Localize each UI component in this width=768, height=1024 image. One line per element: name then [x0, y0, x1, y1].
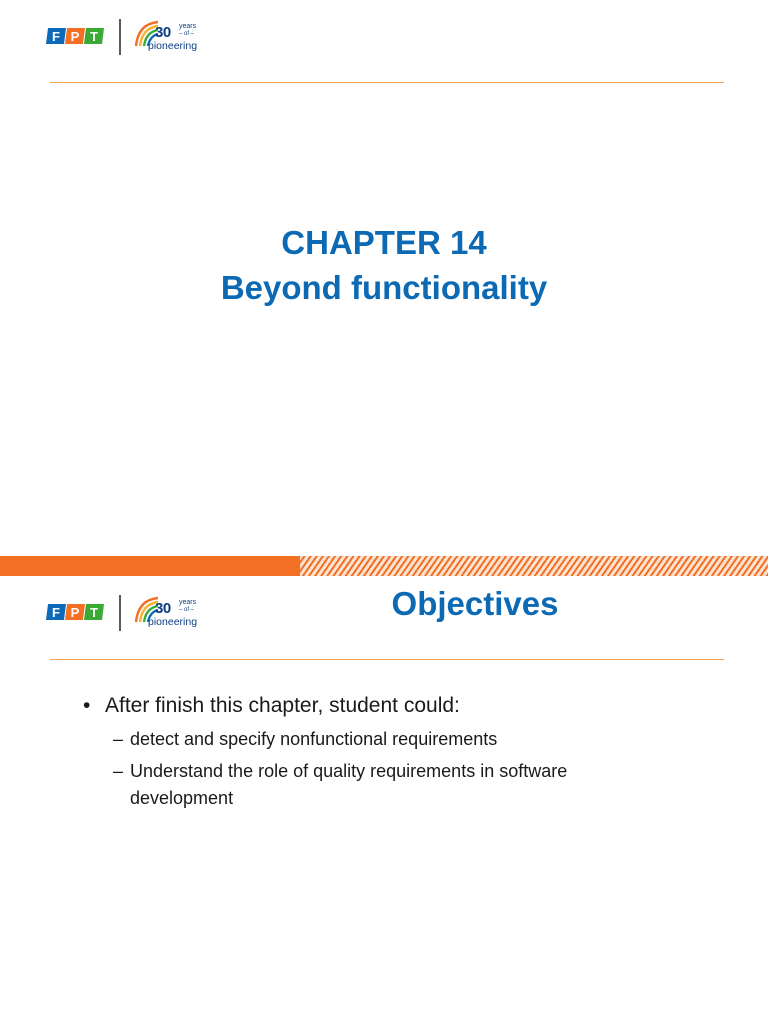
- logo-divider: [119, 595, 121, 631]
- anniversary-of: – of –: [179, 607, 195, 613]
- svg-text:F: F: [52, 605, 60, 620]
- anniversary-word: pioneering: [148, 40, 198, 52]
- header-logo: [46, 16, 206, 58]
- bullet-text: After finish this chapter, student could:: [105, 694, 460, 717]
- fpt-logo-icon: [46, 26, 106, 46]
- chapter-number: CHAPTER 14: [281, 224, 487, 261]
- anniversary-logo: [132, 16, 206, 58]
- svg-text:P: P: [70, 29, 80, 44]
- anniversary-years: years: [179, 23, 197, 30]
- dash-marker: –: [113, 729, 124, 749]
- header-rule: [50, 82, 724, 83]
- bullet-item: [83, 692, 460, 720]
- header-rule: [50, 659, 724, 660]
- logo-divider: [119, 19, 121, 55]
- chapter-title: [0, 220, 768, 310]
- svg-text:T: T: [90, 29, 98, 44]
- svg-text:F: F: [52, 29, 60, 44]
- sub-bullet-item: [113, 758, 673, 812]
- slide-divider-band: [0, 556, 768, 576]
- svg-text:T: T: [90, 605, 98, 620]
- fpt-logo-icon: [46, 602, 106, 622]
- dash-marker: –: [113, 761, 124, 781]
- objectives-title: Objectives: [391, 585, 559, 622]
- chapter-name: Beyond functionality: [220, 269, 548, 306]
- anniversary-number: 30: [155, 600, 171, 617]
- sub-bullet-text: Understand the role of quality requirements in software development: [130, 761, 568, 808]
- anniversary-word: pioneering: [148, 616, 198, 628]
- bullet-marker: •: [83, 694, 91, 717]
- band-solid: [0, 556, 308, 576]
- svg-text:P: P: [70, 605, 80, 620]
- sub-bullet-item: [113, 726, 673, 753]
- anniversary-of: – of –: [179, 31, 195, 37]
- anniversary-logo: [132, 592, 206, 634]
- slide-objectives: [0, 576, 768, 1024]
- sub-bullet-text: detect and specify nonfunctional requirements: [130, 729, 498, 749]
- band-stripes: [300, 556, 768, 576]
- header-logo: [46, 592, 206, 634]
- anniversary-number: 30: [155, 24, 171, 41]
- anniversary-years: years: [179, 599, 197, 606]
